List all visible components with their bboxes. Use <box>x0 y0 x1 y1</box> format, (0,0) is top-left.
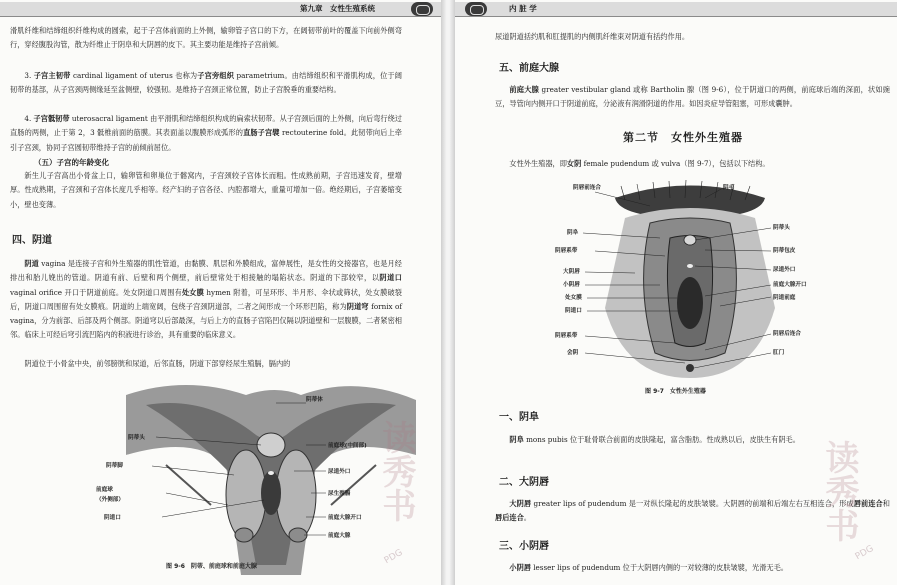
watermark-pdg-left: PDG <box>382 547 405 567</box>
watermark-right: 读秀书 <box>819 440 859 542</box>
right-running-header <box>455 2 897 18</box>
para-labia-minora: 小阴唇 lesser lips of pudendum 位于大阴唇内侧的一对较薄的皮肤皱襞，光滑无毛。 <box>509 563 788 572</box>
para-mons-pubis: 阴阜 mons pubis 位于耻骨联合前面的皮肤隆起，富含脂肪。性成熟以后，皮肤生有阴毛。 <box>509 435 800 444</box>
label-vaginal-orifice: 阴道口 <box>104 515 121 521</box>
watermark-pdg-right: PDG <box>853 543 876 563</box>
label-urogenital-diaphragm: 尿生殖膈 <box>328 491 351 497</box>
heading-labia-minora: 三、小阴唇 <box>499 541 549 552</box>
label-bulb-vestibule: 前庭球 <box>96 487 113 493</box>
heading-vagina: 四、阴道 <box>12 235 52 246</box>
label-urethral-orifice-r: 尿道外口 <box>773 267 796 273</box>
label-hymen: 处女膜 <box>565 295 582 301</box>
label-prepuce: 阴蒂包皮 <box>773 248 796 254</box>
para-vagina: 阴道 vagina 是连接子宫和外生殖器的肌性管道，由黏膜、肌层和外膜组成，富伸展性，是女性的交接器官，也是月经排出和胎儿娩出的管道。阴道有前、后壁和两个侧壁，前后壁常处于相接触的塌陷状态。阴道的下部较窄，以阴道口 vaginal orifice 开口于阴道前庭。处女阴道口周围有处女膜 hymen 附着，可呈环形、半月形、伞状或筛状，处女膜破裂后，阴道口周围留有处女膜痕。阴道的上端宽阔，包绕子宫颈阴道部，二者之间形成一个环形凹陷，称为阴道穹 fornix of vagina，分为前部、后部及两个侧部。阴道穹以后部最深，与后上方的直肠子宫陷凹仅隔以阴道壁和一层腹膜，二者紧密相邻。临床上可经后穹引流凹陷内的积液进行诊治，具有重要的临床意义。 <box>10 259 402 340</box>
heading-greater-vestibular-gland: 五、前庭大腺 <box>499 63 559 74</box>
book-gutter <box>441 0 455 585</box>
label-labia-minora: 小阴唇 <box>563 282 580 288</box>
para-age-change: 新生儿子宫高出小骨盆上口，输卵管和卵巢位于髂窝内，子宫颈较子宫体长而粗。性成熟前期，子宫迅速发育，壁增厚。性成熟期，子宫颈和子宫体长度几乎相等。经产妇的子宫各径、内腔都增大，重量可增加一倍。绝经期后，子宫萎缩变小，壁也变薄。 <box>10 171 402 209</box>
label-greater-vestibular-gland: 前庭大腺 <box>328 533 351 539</box>
book-title: 内 脏 学 <box>509 4 537 13</box>
section-female-external-genitalia: 第二节 女性外生殖器 <box>623 131 743 144</box>
label-frenulum-upper: 阴唇系带 <box>555 248 578 254</box>
label-urethral-orifice: 尿道外口 <box>328 469 351 475</box>
label-vaginal-orifice-r: 阴道口 <box>565 308 582 314</box>
label-posterior-commissure: 阴唇后连合 <box>773 331 801 337</box>
figure-9-6-caption: 图 9-6 阴蒂、前庭球和前庭大腺 <box>166 563 257 570</box>
figure-9-7-caption: 图 9-7 女性外生殖器 <box>645 388 706 395</box>
figure-9-7 <box>555 178 825 400</box>
item-uterosacral-ligament: 4. 子宫骶韧带 uterosacral ligament 由平滑肌和结缔组织构成的扁索状韧带。从子宫颈后面的上外侧，向后弯行绕过直肠的两侧，止于第 2，3 骶椎前面的筋膜。其表面盖以腹膜形成弧形的直肠子宫襞 rectouterine fold。此韧带向后上牵引子宫颈，协同子宫圆韧带维持子宫的前倾前屈位。 <box>10 114 402 152</box>
left-running-header <box>0 2 441 18</box>
para-vagina-position: 阴道位于小骨盆中央，前邻膀胱和尿道，后邻直肠，阴道下部穿经尿生殖膈，膈内的 <box>24 359 291 368</box>
heading-mons-pubis: 一、阴阜 <box>499 412 539 423</box>
right-para-top: 尿道阴道括约肌和肛提肌的内侧肌纤维束对阴道有括约作用。 <box>495 32 690 41</box>
label-vestibule: 阴道前庭 <box>773 295 796 301</box>
para-labia-majora: 大阴唇 greater lips of pudendum 是一对纵长隆起的皮肤皱襞。大阴唇的前端和后端左右互相连合，形成唇前连合和唇后连合。 <box>495 499 890 523</box>
label-crus-clitoris: 阴蒂脚 <box>106 463 123 469</box>
label-glans-clitoris: 阴蒂头 <box>128 435 145 441</box>
para-greater-vestibular-gland: 前庭大腺 greater vestibular gland 或称 Bartholin 腺（图 9-6），位于阴道口的两侧，前庭球后端的深面，状如豌豆，导管向内侧开口于阴道前庭，分泌液有润滑阴道的作用。如因炎症导管阻塞，可形成囊肿。 <box>495 85 890 109</box>
subheading-age-change: （五）子宫的年龄变化 <box>34 158 109 167</box>
heading-labia-majora: 二、大阴唇 <box>499 477 549 488</box>
label-anterior-commissure: 阴唇前连合 <box>573 185 601 191</box>
label-labia-majora: 大阴唇 <box>563 269 580 275</box>
right-page <box>455 0 897 585</box>
label-frenulum-lower: 阴唇系带 <box>555 333 578 339</box>
book-logo-icon <box>465 2 487 16</box>
label-perineum: 会阴 <box>567 350 579 356</box>
label-clitoris-body: 阴蒂体 <box>306 397 323 403</box>
label-mons-pubis: 阴阜 <box>567 230 579 236</box>
label-gland-opening-r: 前庭大腺开口 <box>773 282 807 288</box>
watermark-left: 读秀书 <box>376 420 416 522</box>
label-bulb-middle: 前庭球(中间部) <box>328 443 367 449</box>
label-bulb-lateral: （外侧部） <box>96 497 124 503</box>
para-intro-vulva: 女性外生殖器，即女阴 female pudendum 或 vulva（图 9-7），包括以下结构。 <box>509 159 770 168</box>
item-cardinal-ligament: 3. 子宫主韧带 cardinal ligament of uterus 也称为子宫旁组织 parametrium。由结缔组织和平滑肌构成，位于阔韧带的基部，从子宫颈两侧缘延至盆侧壁，较强韧。是维持子宫颈正常位置，防止子宫脱垂的重要结构。 <box>10 71 402 95</box>
label-pubic-hair: 阴毛 <box>723 185 735 191</box>
left-para-top: 滑肌纤维和结缔组织纤维构成的圆索，起于子宫体前面的上外侧，输卵管子宫口的下方，在阔韧带前叶的覆盖下向前外侧弯行，穿经腹股沟管，散为纤维止于阴阜和大阴唇的皮下。其主要功能是维持子宫前倾。 <box>10 26 402 50</box>
book-logo-icon <box>411 2 433 16</box>
label-anus: 肛门 <box>773 350 785 356</box>
chapter-title: 第九章 女性生殖系统 <box>300 4 375 13</box>
left-page <box>0 0 441 585</box>
label-gland-opening: 前庭大腺开口 <box>328 515 362 521</box>
label-glans-clitoris-r: 阴蒂头 <box>773 225 790 231</box>
